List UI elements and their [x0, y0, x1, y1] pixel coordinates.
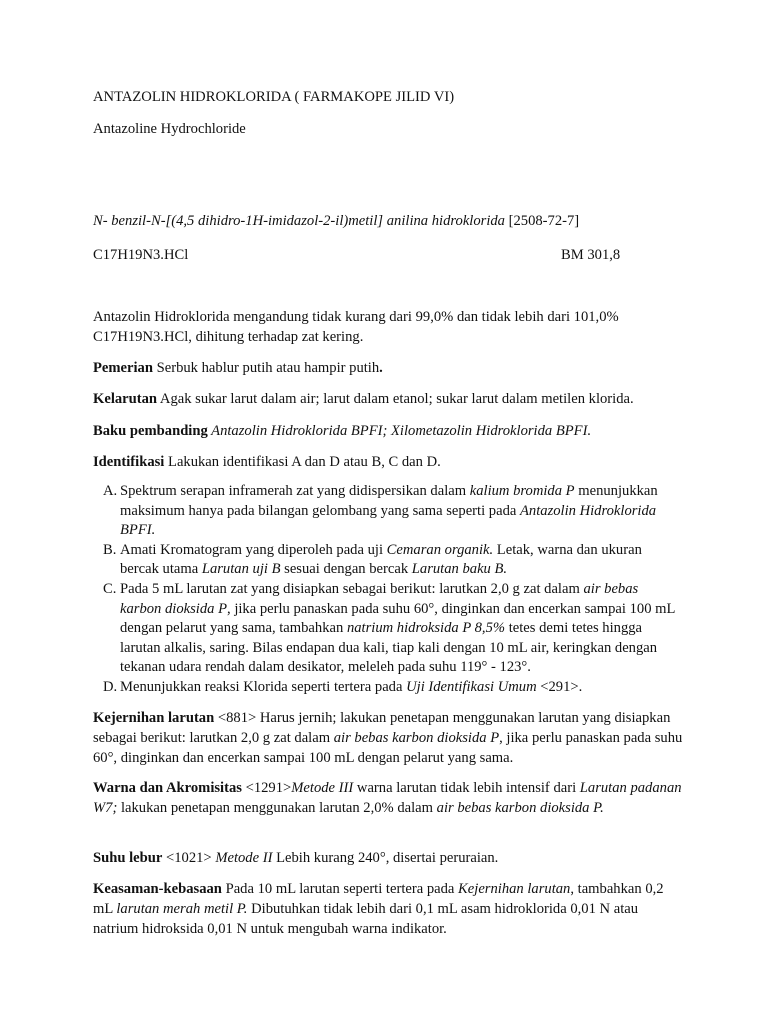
item-italic-text: natrium hidroksida P 8,5%	[346, 620, 506, 637]
section-kelarutan	[93, 389, 634, 409]
baku-text: Antazolin Hidroklorida BPFI; Xilometazolin Hidroklorida BPFI.	[207, 423, 592, 439]
document-subtitle: Antazoline Hydrochloride	[93, 121, 246, 137]
section-text: <1021>	[162, 850, 216, 866]
item-text: Letak, warna dan ukuran bercak utama	[120, 541, 642, 578]
kelarutan-label: Kelarutan	[93, 391, 158, 407]
section-italic-text: Kejernihan larutan	[458, 881, 571, 897]
section-kejernihan-larutan	[93, 708, 683, 768]
pemerian-text: Serbuk hablur putih atau hampir putih	[152, 360, 380, 376]
document-title: ANTAZOLIN HIDROKLORIDA ( FARMAKOPE JILID VI)	[93, 89, 455, 105]
item-text: menunjukkan maksimum hanya pada bilangan gelombang yang sama seperti pada	[120, 483, 658, 519]
section-italic-text: Larutan padanan W7;	[93, 780, 682, 816]
section-text: lakukan penetapan menggunakan larutan 2,0% dalam	[117, 800, 437, 816]
identifikasi-label: Identifikasi	[93, 454, 165, 470]
section-italic-text: larutan merah metil P.	[116, 901, 248, 917]
suhu-label: Suhu lebur	[93, 850, 163, 866]
item-text: tetes demi tetes hingga larutan alkalis, saring. Bilas endapan dua kali, tiap kali dengan 10 mL air, keringkan dengan tekanan udara rendah dalam desikator, meleleh pada suhu 119° - 123°.	[120, 620, 658, 676]
pemerian-period: .	[379, 360, 383, 376]
warna-label: Warna dan Akromisitas	[93, 780, 242, 796]
section-identifikasi	[93, 452, 441, 472]
item-text: Menunjukkan reaksi Klorida seperti tertera pada	[120, 678, 407, 695]
molecular-formula: C17H19N3.HCl	[93, 247, 189, 263]
list-marker: C.	[103, 580, 117, 597]
section-pemerian	[93, 358, 383, 378]
item-italic-text: Cemaran organik.	[386, 541, 494, 558]
list-marker: D.	[103, 678, 118, 695]
section-italic-text: Metode II	[215, 850, 273, 866]
item-italic-text: Uji Identifikasi Umum	[406, 678, 537, 695]
item-text: , jika perlu panaskan pada suhu 60°, dinginkan dan encerkan sampai 100 mL dengan pelarut yang sama, tambahkan	[120, 600, 675, 637]
item-text: Spektrum serapan inframerah zat yang didispersikan dalam	[120, 483, 470, 499]
intro-line-1: Antazolin Hidroklorida mengandung tidak kurang dari 99,0% dan tidak lebih dari 101,0%	[93, 309, 619, 325]
item-italic-text: air bebas karbon dioksida P	[120, 580, 639, 617]
pemerian-label: Pemerian	[93, 360, 153, 376]
item-text: Pada 5 mL larutan zat yang disiapkan sebagai berikut: larutkan 2,0 g zat dalam	[120, 580, 584, 597]
chemical-name: N- benzil-N-[(4,5 dihidro-1H-imidazol-2-il)metil] anilina hidroklorida	[93, 213, 505, 229]
kejernihan-label: Kejernihan larutan	[93, 710, 215, 726]
item-italic-text: kalium bromida P	[469, 483, 575, 499]
cas-number: [2508-72-7]	[504, 213, 580, 229]
section-italic-text: air bebas karbon dioksida P	[333, 730, 500, 746]
section-suhu-lebur	[93, 848, 498, 868]
section-text: <881> Harus jernih; lakukan penetapan menggunakan larutan yang disiapkan sebagai berikut: larutkan 2,0 g zat dalam	[93, 710, 671, 746]
section-baku-pembanding	[93, 421, 591, 441]
item-text: Amati Kromatogram yang diperoleh pada uji	[120, 541, 387, 558]
identifikasi-text: Lakukan identifikasi A dan D atau B, C dan D.	[164, 454, 441, 470]
list-item	[93, 580, 683, 678]
keasaman-label: Keasaman-kebasaan	[93, 881, 222, 897]
list-item	[93, 482, 683, 541]
section-text: Lebih kurang 240°, disertai peruraian.	[272, 850, 499, 866]
chemical-name-line	[93, 211, 579, 231]
list-item	[93, 678, 683, 698]
item-italic-text: Larutan baku B.	[411, 561, 508, 578]
section-text: , jika perlu panaskan pada suhu 60°, dinginkan dan encerkan sampai 100 mL dengan pelarut yang sama.	[93, 730, 683, 766]
intro-line-2: C17H19N3.HCl, dihitung terhadap zat kering.	[93, 329, 364, 345]
section-italic-text: air bebas karbon dioksida P.	[436, 800, 604, 816]
section-text: <1291>	[241, 780, 292, 796]
molecular-weight: BM 301,8	[561, 247, 621, 263]
section-text: , tambahkan 0,2 mL	[93, 881, 664, 917]
section-text: Pada 10 mL larutan seperti tertera pada	[221, 881, 459, 897]
section-text: Dibutuhkan tidak lebih dari 0,1 mL asam hidroklorida 0,01 N atau natrium hidroksida 0,01 N untuk mengubah warna indikator.	[93, 901, 639, 937]
section-keasaman-kebasaan	[93, 879, 683, 939]
list-item	[93, 541, 683, 580]
section-text: warna larutan tidak lebih intensif dari	[353, 780, 580, 796]
identifikasi-list	[93, 482, 683, 698]
item-text: sesuai dengan bercak	[280, 561, 412, 578]
item-italic-text: Larutan uji B	[201, 561, 281, 578]
item-italic-text: Antazolin Hidroklorida BPFI.	[120, 502, 657, 539]
list-marker: A.	[103, 483, 118, 499]
baku-label: Baku pembanding	[93, 423, 208, 439]
item-text: <291>.	[536, 678, 583, 695]
kelarutan-text: Agak sukar larut dalam air; larut dalam etanol; sukar larut dalam metilen klorida.	[157, 391, 634, 407]
section-warna-akromisitas	[93, 778, 683, 818]
list-marker: B.	[103, 541, 117, 558]
section-italic-text: Metode III	[291, 780, 354, 796]
